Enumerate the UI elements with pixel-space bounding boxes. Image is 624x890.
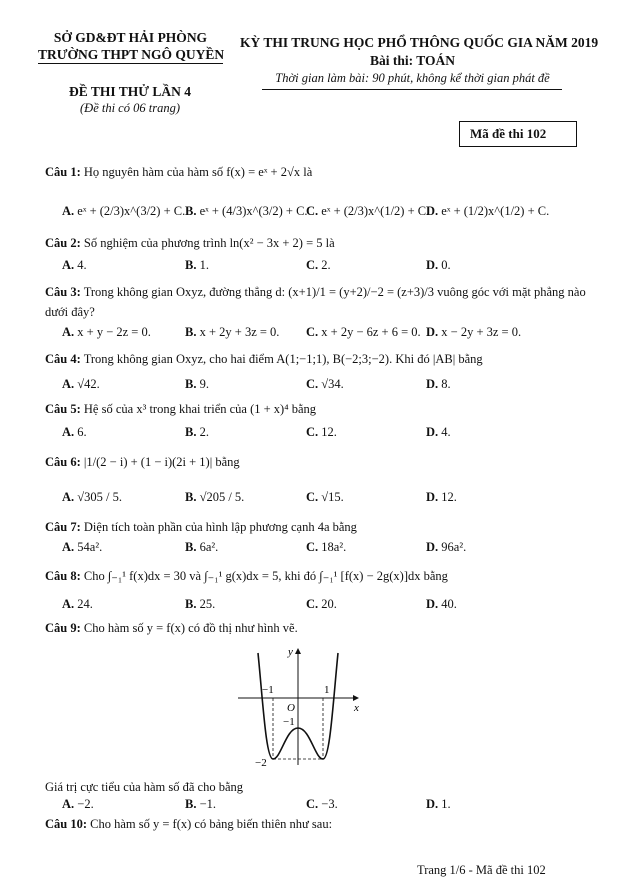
- exam-subject: Bài thi: TOÁN: [369, 53, 456, 68]
- question-4: Câu 4: Trong không gian Oxyz, cho hai điểm A(1;−1;1), B(−2;3;−2). Khi đó |AB| bằng: [45, 352, 483, 366]
- question-3-line2: dưới đây?: [45, 305, 95, 319]
- tick-pos1-label: 1: [324, 684, 330, 696]
- q7-option-b[interactable]: B. 6a².: [185, 540, 219, 554]
- q9-option-b[interactable]: B. −1.: [185, 797, 217, 811]
- time-underline: [262, 89, 562, 90]
- q7-option-c[interactable]: C. 18a².: [306, 540, 347, 554]
- q9-option-a[interactable]: A. −2.: [62, 797, 94, 811]
- q9-option-c[interactable]: C. −3.: [306, 797, 338, 811]
- function-graph: [228, 643, 368, 773]
- q8-option-c[interactable]: C. 20.: [306, 597, 337, 611]
- q7-option-d[interactable]: D. 96a².: [426, 540, 467, 554]
- question-10: Câu 10: Cho hàm số y = f(x) có bảng biến thiên như sau:: [45, 817, 333, 831]
- q2-option-d[interactable]: D. 0.: [426, 258, 451, 272]
- pages-note: (Đề thi có 06 trang): [80, 101, 180, 115]
- q7-option-a[interactable]: A. 54a².: [62, 540, 103, 554]
- q5-option-b[interactable]: B. 2.: [185, 425, 209, 439]
- y-val-neg1-label: −1: [283, 716, 295, 728]
- q3-option-d[interactable]: D. x − 2y + 3z = 0.: [426, 325, 522, 339]
- q3-option-b[interactable]: B. x + 2y + 3z = 0.: [185, 325, 280, 339]
- tick-neg1-label: −1: [262, 684, 274, 696]
- question-9: Câu 9: Cho hàm số y = f(x) có đồ thị như hình vẽ.: [45, 621, 298, 635]
- exam-time: Thời gian làm bài: 90 phút, không kể thời gian phát đề: [275, 71, 550, 85]
- question-6: Câu 6: |1/(2 − i) + (1 − i)(2i + 1)| bằng: [45, 455, 240, 469]
- q5-option-c[interactable]: C. 12.: [306, 425, 337, 439]
- question-1: Câu 1: Họ nguyên hàm của hàm số f(x) = eˣ + 2√x là: [45, 165, 313, 179]
- question-8: Câu 8: Cho ∫₋₁¹ f(x)dx = 30 và ∫₋₁¹ g(x)dx = 5, khi đó ∫₋₁¹ [f(x) − 2g(x)]dx bằng: [45, 569, 448, 583]
- q4-option-d[interactable]: D. 8.: [426, 377, 451, 391]
- q5-option-a[interactable]: A. 6.: [62, 425, 87, 439]
- q1-option-b[interactable]: B. eˣ + (4/3)x^(3/2) + C.: [185, 204, 308, 218]
- q6-option-a[interactable]: A. √305 / 5.: [62, 490, 122, 504]
- q1-option-d[interactable]: D. eˣ + (1/2)x^(1/2) + C.: [426, 204, 550, 218]
- q6-option-c[interactable]: C. √15.: [306, 490, 344, 504]
- y-val-neg2-label: −2: [255, 757, 267, 769]
- q1-option-c[interactable]: C. eˣ + (2/3)x^(1/2) + C.: [306, 204, 430, 218]
- q3-option-c[interactable]: C. x + 2y − 6z + 6 = 0.: [306, 325, 421, 339]
- q5-option-d[interactable]: D. 4.: [426, 425, 451, 439]
- q6-option-b[interactable]: B. √205 / 5.: [185, 490, 245, 504]
- q2-option-b[interactable]: B. 1.: [185, 258, 209, 272]
- q2-option-c[interactable]: C. 2.: [306, 258, 331, 272]
- q4-option-b[interactable]: B. 9.: [185, 377, 209, 391]
- exam-code-box: Mã đề thi 102: [459, 121, 577, 147]
- dept-name: SỞ GD&ĐT HẢI PHÒNG: [53, 30, 208, 45]
- question-5: Câu 5: Hệ số của x³ trong khai triển của (1 + x)⁴ bằng: [45, 402, 317, 416]
- y-axis-label: y: [288, 646, 293, 658]
- q9-option-d[interactable]: D. 1.: [426, 797, 451, 811]
- question-9-line2: Giá trị cực tiểu của hàm số đã cho bằng: [45, 780, 244, 794]
- q3-option-a[interactable]: A. x + y − 2z = 0.: [62, 325, 151, 339]
- question-3: Câu 3: Trong không gian Oxyz, đường thẳng d: (x+1)/1 = (y+2)/−2 = (z+3)/3 vuông góc với mặt phẳng nào: [45, 285, 586, 299]
- q1-option-a[interactable]: A. eˣ + (2/3)x^(3/2) + C.: [62, 204, 186, 218]
- question-2: Câu 2: Số nghiệm của phương trình ln(x² − 3x + 2) = 5 là: [45, 236, 335, 250]
- q2-option-a[interactable]: A. 4.: [62, 258, 87, 272]
- question-7: Câu 7: Diện tích toàn phần của hình lập phương cạnh 4a bằng: [45, 520, 357, 534]
- x-axis-label: x: [354, 702, 359, 714]
- school-name: TRƯỜNG THPT NGÔ QUYỀN: [38, 47, 225, 62]
- q4-option-c[interactable]: C. √34.: [306, 377, 344, 391]
- page-footer: Trang 1/6 - Mã đề thi 102: [417, 863, 546, 877]
- q4-option-a[interactable]: A. √42.: [62, 377, 100, 391]
- q8-option-d[interactable]: D. 40.: [426, 597, 457, 611]
- origin-label: O: [287, 702, 295, 714]
- exam-title: KỲ THI TRUNG HỌC PHỔ THÔNG QUỐC GIA NĂM 2019: [240, 35, 599, 50]
- q8-option-b[interactable]: B. 25.: [185, 597, 216, 611]
- exam-round: ĐỀ THI THỬ LẦN 4: [68, 84, 192, 99]
- q6-option-d[interactable]: D. 12.: [426, 490, 457, 504]
- q8-option-a[interactable]: A. 24.: [62, 597, 93, 611]
